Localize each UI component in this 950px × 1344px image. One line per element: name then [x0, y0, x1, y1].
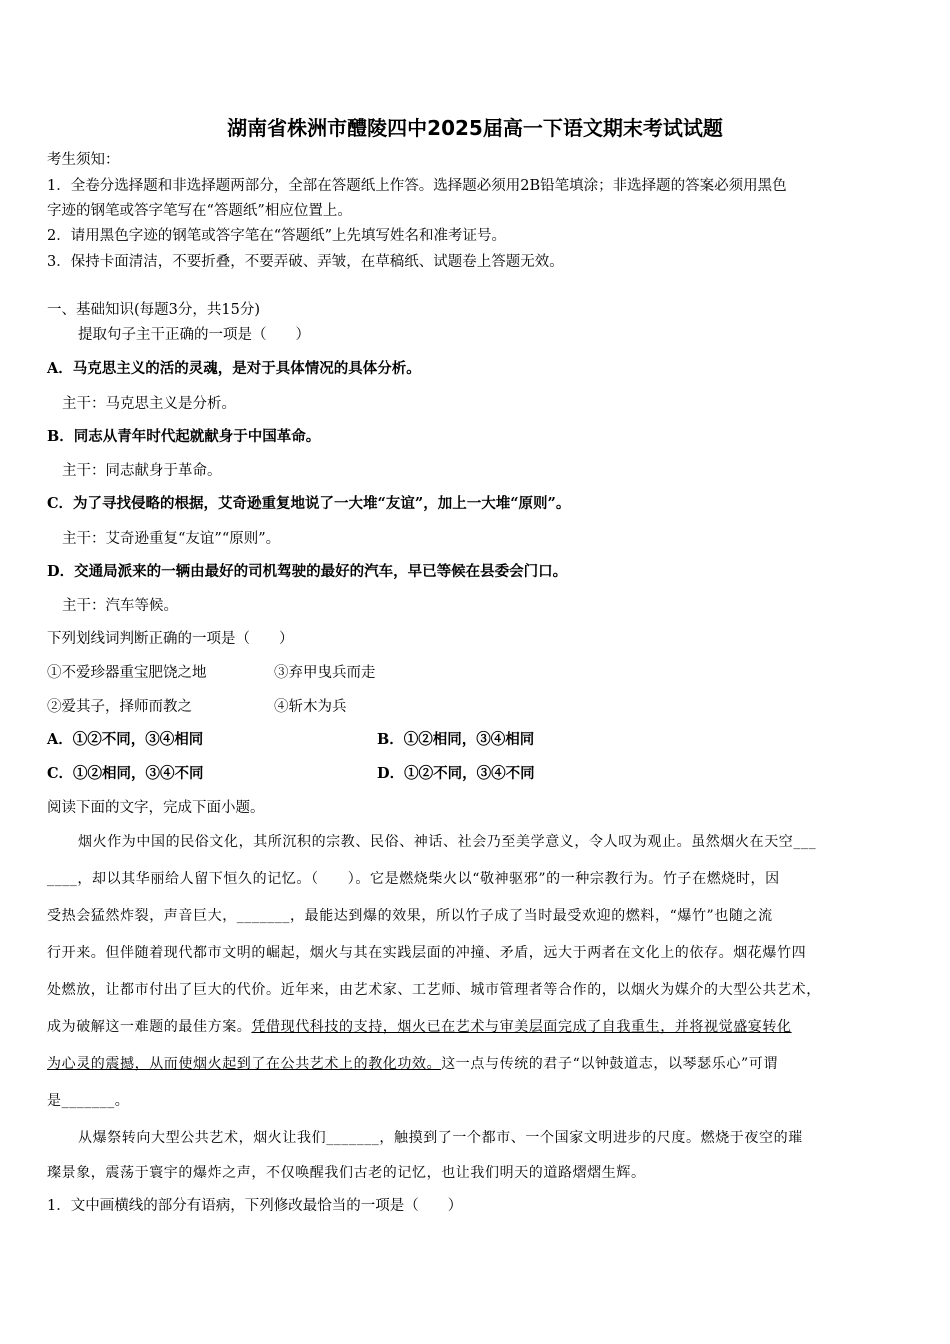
section1-heading: 一、基础知识(每题3分，共15分): [47, 302, 260, 318]
q2-option-b: B．①②相同，③④相同: [377, 731, 535, 748]
reading-line-6: [47, 1017, 792, 1037]
q2-option-a: A．①②不同，③④相同: [47, 731, 204, 748]
q1-option-d: D．交通局派来的一辆由最好的司机驾驶的最好的汽车，早已等候在县委会门口。: [47, 563, 568, 580]
reading-text: 成为破解这一难题的最佳方案。: [47, 1019, 252, 1035]
underlined-sentence-part-1: 凭借现代科技的支持，烟火已在艺术与审美层面完成了自我重生，并将视觉盛宴转化: [251, 1019, 792, 1035]
reading-q1-stem: 1．文中画横线的部分有语病，下列修改最恰当的一项是（ ）: [47, 1198, 463, 1214]
reading-line-3: 受热会猛然炸裂，声音巨大，_______，最能达到爆的效果，所以竹子成了当时最受欢迎的燃料，“爆竹”也随之流: [47, 908, 773, 924]
reading-line-9: 从爆祭转向大型公共艺术，烟火让我们_______，触摸到了一个都市、一个国家文明进步的尺度。燃烧于夜空的璀: [78, 1130, 803, 1146]
q1-stem: 提取句子主干正确的一项是（ ）: [78, 327, 310, 343]
reading-line-1: 烟火作为中国的民俗文化，其所沉积的宗教、民俗、神话、社会乃至美学意义，令人叹为观止。虽然烟火在天空___: [78, 834, 817, 850]
q1-option-d-trunk: 主干：汽车等候。: [62, 598, 178, 614]
reading-line-5: 处燃放，让都市付出了巨大的代价。近年来，由艺术家、工艺师、城市管理者等合作的，以烟火为媒介的大型公共艺术，: [47, 982, 821, 998]
reading-line-10: 璨景象，震荡于寰宇的爆炸之声，不仅唤醒我们古老的记忆，也让我们明天的道路熠熠生辉。: [47, 1165, 646, 1181]
q1-option-b: B．同志从青年时代起就献身于中国革命。: [47, 428, 321, 445]
q2-item-3: ③弃甲曳兵而走: [274, 665, 376, 681]
reading-line-2: ____，却以其华丽给人留下恒久的记忆。（ ）。它是燃烧柴火以“敬神驱邪”的一种宗教行为。竹子在燃烧时，因: [47, 871, 780, 887]
notice-item-1: 1．全卷分选择题和非选择题两部分，全部在答题纸上作答。选择题必须用2B铅笔填涂；非选择题的答案必须用黑色: [47, 178, 787, 194]
q1-option-c-trunk: 主干：艾奇逊重复“友谊”“原则”。: [62, 531, 281, 547]
reading-line-7: [47, 1054, 778, 1074]
q2-item-4: ④斩木为兵: [274, 699, 347, 715]
q2-stem: 下列划线词判断正确的一项是（ ）: [47, 631, 294, 647]
q2-item-2: ②爱其子，择师而教之: [47, 699, 192, 715]
reading-line-4: 行开来。但伴随着现代都市文明的崛起，烟火与其在实践层面的冲撞、矛盾，远大于两者在文化上的依存。烟花爆竹四: [47, 945, 807, 961]
notice-item-2: 2．请用黑色字迹的钢笔或答字笔在“答题纸”上先填写姓名和准考证号。: [47, 228, 507, 244]
q2-option-d: D．①②不同，③④不同: [377, 765, 535, 782]
q1-option-c: C．为了寻找侵略的根据，艾奇逊重复地说了一大堆“友谊”，加上一大堆“原则”。: [47, 495, 571, 512]
q2-option-c: C．①②相同，③④不同: [47, 765, 204, 782]
reading-line-8: 是_______。: [47, 1093, 130, 1109]
exam-title: 湖南省株洲市醴陵四中2025届高一下语文期末考试试题: [227, 116, 723, 140]
reading-text: 这一点与传统的君子“以钟鼓道志，以琴瑟乐心”可谓: [441, 1056, 778, 1072]
notice-item-1-cont: 字迹的钢笔或答字笔写在“答题纸”相应位置上。: [47, 203, 352, 219]
q1-option-a: A．马克思主义的活的灵魂，是对于具体情况的具体分析。: [47, 360, 421, 377]
q1-option-b-trunk: 主干：同志献身于革命。: [62, 463, 222, 479]
q2-item-1: ①不爱珍器重宝肥饶之地: [47, 665, 207, 681]
reading-intro: 阅读下面的文字，完成下面小题。: [47, 800, 265, 816]
underlined-sentence-part-2: 为心灵的震撼，从而使烟火起到了在公共艺术上的教化功效。: [47, 1056, 442, 1072]
q1-option-a-trunk: 主干：马克思主义是分析。: [62, 396, 236, 412]
notice-item-3: 3．保持卡面清洁，不要折叠，不要弄破、弄皱，在草稿纸、试题卷上答题无效。: [47, 254, 564, 270]
notice-heading: 考生须知：: [47, 152, 120, 168]
